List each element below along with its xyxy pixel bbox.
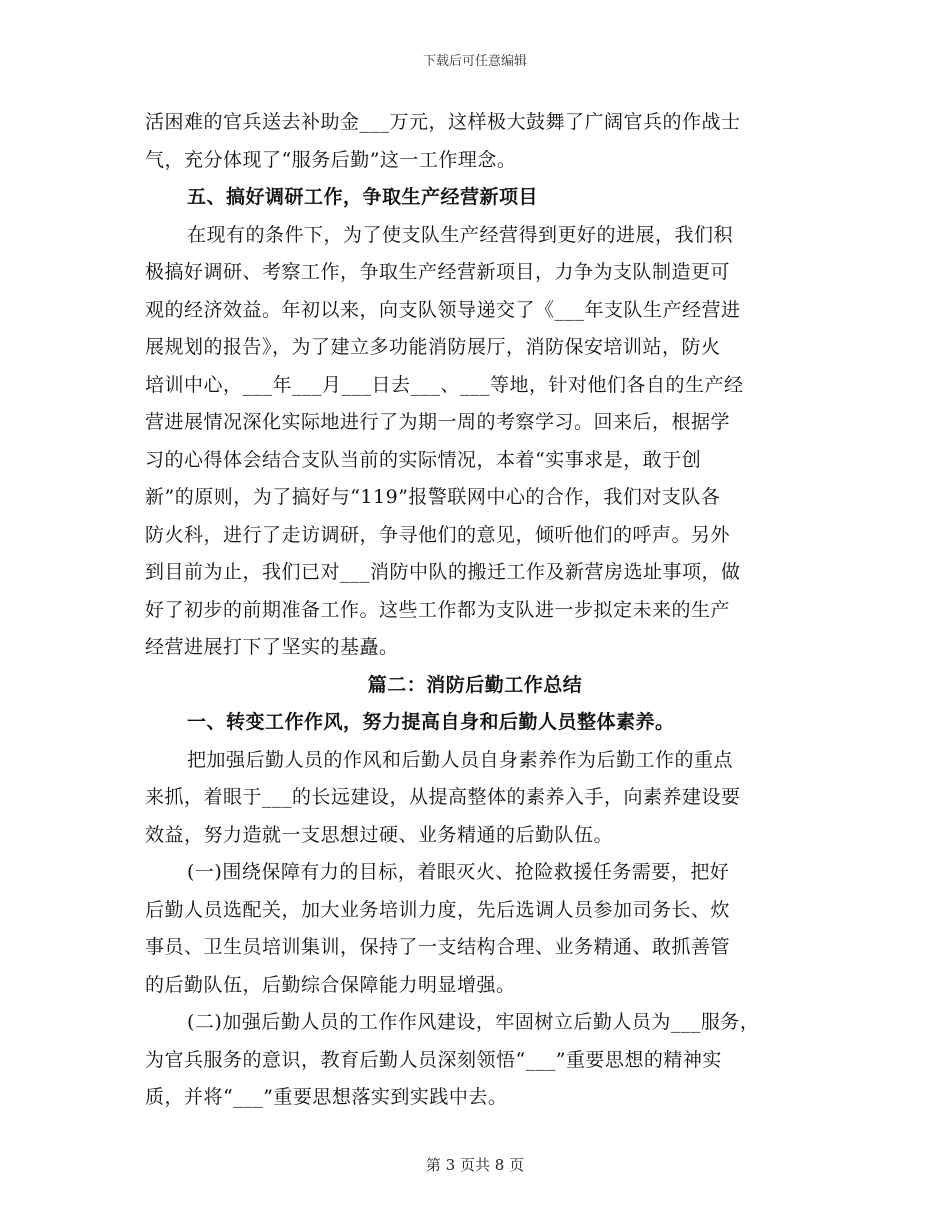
document-body <box>145 104 805 1117</box>
text-line: 后勤人员选配关，加大业务培训力度，先后选调人员参加司务长、炊 <box>145 898 731 921</box>
text-line: 观的经济效益。年初以来，向支队领导递交了《___年支队生产经营进 <box>145 298 741 321</box>
section-title: 篇二：消防后勤工作总结 <box>367 673 583 696</box>
text-line: 培训中心，___年___月___日去___、___等地，针对他们各自的生产经 <box>145 373 744 396</box>
text-line: 的后勤队伍，后勤综合保障能力明显增强。 <box>145 973 516 996</box>
section-heading: 一、转变工作作风，努力提高自身和后勤人员整体素养。 <box>187 711 675 733</box>
text-line: 营进展情况深化实际地进行了为期一周的考察学习。回来后，根据学 <box>145 411 731 433</box>
text-line: 把加强后勤人员的作风和后勤人员自身素养作为后勤工作的重点 <box>187 748 734 771</box>
text-line: 习的心得体会结合支队当前的实际情况，本着“实事求是，敢于创 <box>145 448 702 471</box>
text-line: 为官兵服务的意识，教育后勤人员深刻领悟“___”重要思想的精神实 <box>145 1048 722 1071</box>
text-line: 气，充分体现了“服务后勤”这一工作理念。 <box>145 148 517 171</box>
text-line: 效益，努力造就一支思想过硬、业务精通的后勤队伍。 <box>145 823 614 846</box>
text-line: 在现有的条件下，为了使支队生产经营得到更好的进展，我们积 <box>187 223 734 246</box>
text-line: 来抓，着眼于___的长远建设，从提高整体的素养入手，向素养建设要 <box>145 786 741 808</box>
text-line: 到目前为止，我们已对___消防中队的搬迁工作及新营房选址事项，做 <box>145 561 741 583</box>
text-line: 防火科，进行了走访调研，争寻他们的意见，倾听他们的呼声。另外 <box>145 523 731 546</box>
text-line: (一)围绕保障有力的目标，着眼灭火、抢险救援任务需要，把好 <box>187 861 730 883</box>
text-line: 好了初步的前期准备工作。这些工作都为支队进一步拟定未来的生产 <box>145 598 731 621</box>
text-line: 活困难的官兵送去补助金___万元，这样极大鼓舞了广阔官兵的作战士 <box>145 111 741 133</box>
text-line: 经营进展打下了坚实的基矗。 <box>145 636 399 658</box>
text-line: 极搞好调研、考察工作，争取生产经营新项目，力争为支队制造更可 <box>145 261 731 283</box>
page-footer: 第 3 页共 8 页 <box>425 1156 525 1174</box>
text-line: 事员、卫生员培训集训，保持了一支结构合理、业务精通、敢抓善管 <box>145 936 731 958</box>
section-heading: 五、搞好调研工作，争取生产经营新项目 <box>187 186 539 208</box>
text-line: 质，并将“___”重要思想落实到实践中去。 <box>145 1086 508 1108</box>
text-line: (二)加强后勤人员的工作作风建设，牢固树立后勤人员为___服务， <box>187 1011 760 1033</box>
page-header: 下载后可任意编辑 <box>422 54 527 69</box>
text-line: 展规划的报告》，为了建立多功能消防展厅，消防保安培训站，防火 <box>145 336 721 358</box>
text-line: 新”的原则，为了搞好与“119”报警联网中心的合作，我们对支队各 <box>145 486 721 508</box>
